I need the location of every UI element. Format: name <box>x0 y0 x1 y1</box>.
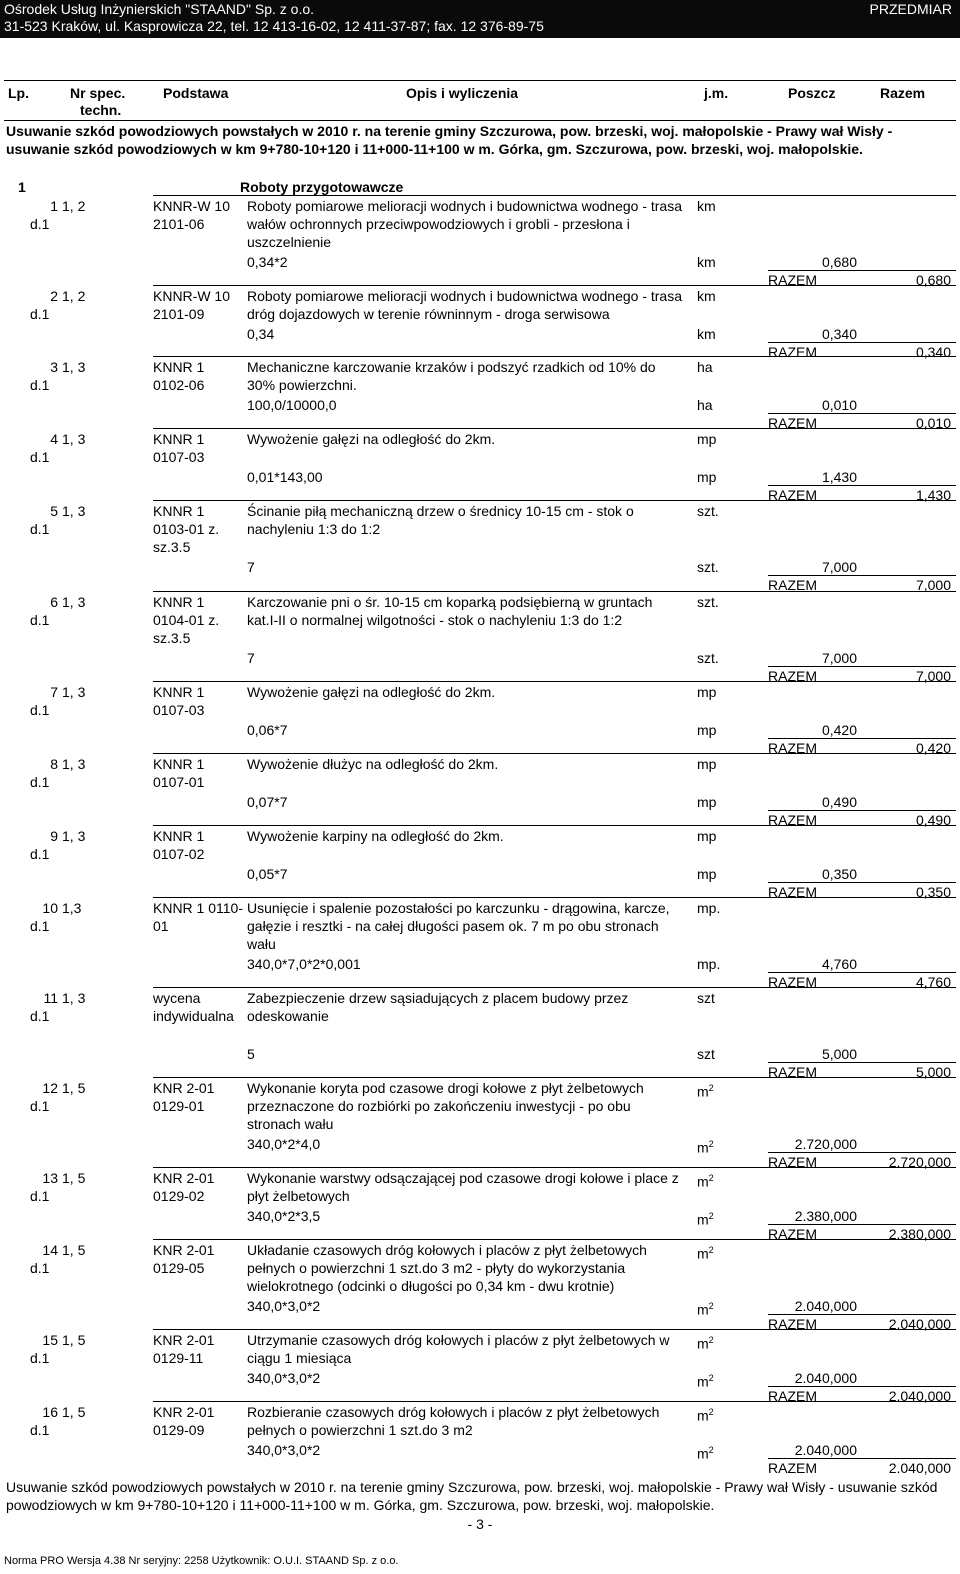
position-base: KNNR 1 0107-01 <box>153 756 205 790</box>
position-poszcz-value: 5,000 <box>821 1046 857 1062</box>
position-spec: 1, 3 <box>62 684 86 700</box>
position-base: KNNR-W 10 2101-06 <box>153 198 231 232</box>
position-razem-value: 2.040,000 <box>888 1460 951 1476</box>
position-poszcz-value: 2.720,000 <box>794 1136 857 1152</box>
position-razem-value: 0,490 <box>915 812 951 828</box>
position-divider <box>153 1239 956 1240</box>
position-razem-label: RAZEM <box>768 974 817 990</box>
position-d-label: d.1 <box>30 1098 50 1114</box>
position-base: KNNR 1 0102-06 <box>153 359 205 393</box>
position-unit: $m^2$ <box>697 1335 714 1352</box>
position-razem-label: RAZEM <box>768 668 817 684</box>
position-poszcz-value: 0,010 <box>821 397 857 413</box>
position-calc-unit: $m^2$ <box>697 1445 714 1462</box>
position-number: 13 <box>42 1170 58 1186</box>
position-poszcz-value: 7,000 <box>821 559 857 575</box>
position-divider <box>153 897 956 898</box>
position-razem-value: 2.040,000 <box>888 1316 951 1332</box>
position-base: KNNR 1 0103-01 z. sz.3.5 <box>153 503 220 555</box>
position-razem-label: RAZEM <box>768 577 817 593</box>
col-poszcz: Poszcz <box>788 85 836 101</box>
position-poszcz-value: 0,680 <box>821 254 857 270</box>
position-number: 16 <box>42 1404 58 1420</box>
position-base: KNNR 1 0107-02 <box>153 828 205 862</box>
position-base: KNR 2-01 0129-01 <box>153 1080 215 1114</box>
position-razem-label: RAZEM <box>768 344 817 360</box>
position-description: Wywożenie karpiny na odległość do 2km. <box>247 828 504 844</box>
position-razem-label: RAZEM <box>768 487 817 503</box>
position-description: Zabezpieczenie drzew sąsiadujących z placem budowy przez odeskowanie <box>247 990 629 1024</box>
company-name: Ośrodek Usług Inżynierskich "STAAND" Sp. z o.o. <box>4 1 315 17</box>
position-calculation: 0,01*143,00 <box>247 469 323 485</box>
position-poszcz-value: 7,000 <box>821 650 857 666</box>
position-number: 10 <box>42 900 58 916</box>
position-number: 9 <box>50 828 58 844</box>
position-base: KNR 2-01 0129-02 <box>153 1170 215 1204</box>
position-razem-label: RAZEM <box>768 272 817 288</box>
position-divider <box>153 591 956 592</box>
position-divider <box>153 500 956 501</box>
position-description: Mechaniczne karczowanie krzaków i podszyć rzadkich od 10% do 30% powierzchni. <box>247 359 656 393</box>
position-d-label: d.1 <box>30 377 50 393</box>
position-calculation: 5 <box>247 1046 255 1062</box>
position-spec: 1, 2 <box>62 288 86 304</box>
position-divider <box>153 356 956 357</box>
position-poszcz-value: 2.040,000 <box>794 1370 857 1386</box>
position-unit: mp <box>697 684 717 700</box>
position-number: 12 <box>42 1080 58 1096</box>
position-unit: km <box>697 288 716 304</box>
unit-superscript: 2 <box>708 1083 714 1093</box>
position-divider <box>153 1167 956 1168</box>
position-description: Ścinanie piłą mechaniczną drzew o średnicy 10-15 cm - stok o nachyleniu 1:3 do 1:2 <box>247 503 634 537</box>
position-calc-unit: $m^2$ <box>697 1211 714 1228</box>
position-spec: 1, 3 <box>62 828 86 844</box>
position-calc-unit: ha <box>697 397 713 413</box>
position-divider <box>153 681 956 682</box>
position-calc-unit: szt <box>697 1046 715 1062</box>
position-calculation: 100,0/10000,0 <box>247 397 337 413</box>
position-description: Wykonanie warstwy odsączającej pod czasowe drogi kołowe i place z płyt żelbetowych <box>247 1170 679 1204</box>
position-calc-unit: mp <box>697 469 717 485</box>
position-razem-label: RAZEM <box>768 1460 817 1476</box>
position-d-label: d.1 <box>30 1260 50 1276</box>
position-description: Usunięcie i spalenie pozostałości po karczunku - drągowina, karcze, gałęzie i resztki - na całej długości pasem ok. 7 m po obu stronach wału <box>247 900 670 952</box>
position-razem-value: 4,760 <box>915 974 951 990</box>
page-header <box>0 0 960 38</box>
position-razem-value: 5,000 <box>915 1064 951 1080</box>
position-calculation: 340,0*3,0*2 <box>247 1298 321 1314</box>
position-razem-label: RAZEM <box>768 1388 817 1404</box>
position-spec: 1, 3 <box>62 503 86 519</box>
position-unit: km <box>697 198 716 214</box>
position-number: 5 <box>50 503 58 519</box>
position-unit: ha <box>697 359 713 375</box>
col-podstawa: Podstawa <box>163 85 229 101</box>
position-unit: $m^2$ <box>697 1245 714 1262</box>
position-description: Karczowanie pni o śr. 10-15 cm koparką podsiębierną w gruntach kat.I-II o normalnej wilgotności - stok o nachyleniu 1:3 do 1:2 <box>247 594 653 628</box>
position-razem-value: 0,350 <box>915 884 951 900</box>
position-poszcz-value: 2.040,000 <box>794 1442 857 1458</box>
position-number: 6 <box>50 594 58 610</box>
position-spec: 1,3 <box>62 900 82 916</box>
position-d-label: d.1 <box>30 1422 50 1438</box>
unit-superscript: 2 <box>708 1407 714 1417</box>
position-razem-value: 0,340 <box>915 344 951 360</box>
position-description: Roboty pomiarowe melioracji wodnych i budownictwa wodnego - trasa wałów ochronnych przeciwpowodziowych i grobli - przesłona i uszczelnienie <box>247 198 682 250</box>
position-razem-label: RAZEM <box>768 884 817 900</box>
calc-unit-superscript: 2 <box>708 1445 714 1455</box>
position-d-label: d.1 <box>30 306 50 322</box>
page-number: - 3 - <box>467 1516 493 1532</box>
position-description: Rozbieranie czasowych dróg kołowych i placów z płyt żelbetowych pełnych o powierzchni 1 szt.do 3 m2 <box>247 1404 660 1438</box>
col-nr-spec: Nr spec. <box>70 85 126 101</box>
rule-top <box>4 80 956 81</box>
position-base: KNNR 1 0107-03 <box>153 431 205 465</box>
col-opis: Opis i wyliczenia <box>406 85 519 101</box>
position-poszcz-value: 4,760 <box>821 956 857 972</box>
calc-unit-superscript: 2 <box>708 1211 714 1221</box>
position-divider <box>153 1401 956 1402</box>
position-unit: szt. <box>697 503 719 519</box>
position-number: 7 <box>50 684 58 700</box>
position-razem-label: RAZEM <box>768 1064 817 1080</box>
position-description: Wywożenie gałęzi na odległość do 2km. <box>247 431 496 447</box>
calc-unit-superscript: 2 <box>708 1139 714 1149</box>
position-razem-label: RAZEM <box>768 1154 817 1170</box>
position-spec: 1, 3 <box>62 431 86 447</box>
col-jm: j.m. <box>704 85 729 101</box>
position-base: KNR 2-01 0129-09 <box>153 1404 215 1438</box>
position-spec: 1, 3 <box>62 990 86 1006</box>
position-base: KNR 2-01 0129-11 <box>153 1332 215 1366</box>
position-number: 3 <box>50 359 58 375</box>
position-divider <box>153 987 956 988</box>
position-razem-value: 1,430 <box>915 487 951 503</box>
company-address: 31-523 Kraków, ul. Kasprowicza 22, tel. 12 413-16-02, 12 411-37-87; fax. 12 376-89-75 <box>4 18 544 34</box>
position-poszcz-value: 1,430 <box>821 469 857 485</box>
position-calculation: 0,05*7 <box>247 866 288 882</box>
position-razem-label: RAZEM <box>768 1316 817 1332</box>
position-spec: 1, 5 <box>62 1404 86 1420</box>
position-unit: szt. <box>697 594 719 610</box>
position-description: Utrzymanie czasowych dróg kołowych i placów z płyt żelbetowych w ciągu 1 miesiąca <box>247 1332 670 1366</box>
position-calc-unit: $m^2$ <box>697 1301 714 1318</box>
position-calc-unit: szt. <box>697 650 719 666</box>
position-razem-value: 2.380,000 <box>888 1226 951 1242</box>
position-divider <box>153 753 956 754</box>
position-unit: $m^2$ <box>697 1407 714 1424</box>
position-number: 2 <box>50 288 58 304</box>
position-number: 14 <box>42 1242 58 1258</box>
col-lp: Lp. <box>8 85 29 101</box>
position-d-label: d.1 <box>30 612 50 628</box>
footer-text: Usuwanie szkód powodziowych powstałych w 2010 r. na terenie gminy Szczurowa, pow. brzeski, woj. małopolskie - Prawy wał Wisły - usuwanie szkód powodziowych w km 9+780-10+120 i 11+000-11+100 w m. Górka, gm. Szczurowa, pow. brzeski, woj. małopolskie. <box>6 1479 938 1513</box>
position-razem-value: 0,420 <box>915 740 951 756</box>
position-poszcz-value: 0,420 <box>821 722 857 738</box>
position-spec: 1, 3 <box>62 756 86 772</box>
position-calculation: 340,0*3,0*2 <box>247 1442 321 1458</box>
position-unit: szt <box>697 990 715 1006</box>
position-calc-unit: mp <box>697 794 717 810</box>
position-base: KNNR 1 0107-03 <box>153 684 205 718</box>
position-description: Wywożenie dłużyc na odległość do 2km. <box>247 756 499 772</box>
position-razem-value: 7,000 <box>915 577 951 593</box>
position-d-label: d.1 <box>30 1188 50 1204</box>
position-razem-label: RAZEM <box>768 812 817 828</box>
position-description: Roboty pomiarowe melioracji wodnych i budownictwa wodnego - trasa dróg dojazdowych w terenie równinnym - droga serwisowa <box>247 288 682 322</box>
position-spec: 1, 5 <box>62 1332 86 1348</box>
position-number: 8 <box>50 756 58 772</box>
position-calc-unit: km <box>697 326 716 342</box>
position-d-label: d.1 <box>30 1350 50 1366</box>
position-base: KNNR-W 10 2101-09 <box>153 288 231 322</box>
position-unit: mp <box>697 828 717 844</box>
position-description: Wykonanie koryta pod czasowe drogi kołowe z płyt żelbetowych przeznaczone do rozbiórki po zakończeniu inwestycji - po obu stronach wału <box>247 1080 644 1132</box>
position-divider <box>153 195 956 196</box>
position-calculation: 340,0*2*4,0 <box>247 1136 321 1152</box>
position-number: 15 <box>42 1332 58 1348</box>
position-calc-unit: km <box>697 254 716 270</box>
position-base: wycena indywidualna <box>153 990 234 1024</box>
position-poszcz-value: 2.040,000 <box>794 1298 857 1314</box>
position-calculation: 340,0*3,0*2 <box>247 1370 321 1386</box>
position-unit: mp <box>697 431 717 447</box>
position-d-label: d.1 <box>30 846 50 862</box>
calc-unit-superscript: 2 <box>708 1373 714 1383</box>
position-calc-unit: mp. <box>697 956 721 972</box>
document-type: PRZEDMIAR <box>869 1 952 17</box>
position-divider <box>153 825 956 826</box>
calc-unit-superscript: 2 <box>708 1301 714 1311</box>
position-razem-label: RAZEM <box>768 415 817 431</box>
position-description: Układanie czasowych dróg kołowych i placów z płyt żelbetowych pełnych o powierzchni 1 szt.do 3 m2 - płyty do wykorzystania wielokrotnego (odcinki o długości po 0,34 km - dwu krotnie) <box>247 1242 647 1294</box>
position-number: 4 <box>50 431 58 447</box>
rule-header-bottom <box>4 120 956 121</box>
position-divider <box>153 1077 956 1078</box>
position-calc-unit: mp <box>697 866 717 882</box>
position-divider <box>153 285 956 286</box>
position-unit: mp. <box>697 900 721 916</box>
unit-superscript: 2 <box>708 1335 714 1345</box>
position-calculation: 0,34*2 <box>247 254 288 270</box>
position-calculation: 7 <box>247 650 255 666</box>
position-spec: 1, 3 <box>62 594 86 610</box>
unit-superscript: 2 <box>708 1245 714 1255</box>
position-d-label: d.1 <box>30 918 50 934</box>
position-razem-value: 2.720,000 <box>888 1154 951 1170</box>
position-poszcz-value: 0,340 <box>821 326 857 342</box>
position-d-label: d.1 <box>30 216 50 232</box>
position-d-label: d.1 <box>30 774 50 790</box>
position-spec: 1, 5 <box>62 1080 86 1096</box>
col-razem: Razem <box>880 85 926 101</box>
section-title: Roboty przygotowawcze <box>240 179 404 195</box>
position-calc-unit: mp <box>697 722 717 738</box>
col-techn: techn. <box>80 102 122 118</box>
position-description: Wywożenie gałęzi na odległość do 2km. <box>247 684 496 700</box>
position-razem-label: RAZEM <box>768 740 817 756</box>
unit-superscript: 2 <box>708 1173 714 1183</box>
position-poszcz-value: 2.380,000 <box>794 1208 857 1224</box>
position-spec: 1, 5 <box>62 1170 86 1186</box>
position-razem-value: 0,010 <box>915 415 951 431</box>
position-razem-value: 2.040,000 <box>888 1388 951 1404</box>
position-unit: mp <box>697 756 717 772</box>
position-calc-unit: $m^2$ <box>697 1139 714 1156</box>
position-razem-value: 0,680 <box>915 272 951 288</box>
position-divider <box>153 428 956 429</box>
position-calculation: 340,0*2*3,5 <box>247 1208 321 1224</box>
position-d-label: d.1 <box>30 449 50 465</box>
position-base: KNR 2-01 0129-05 <box>153 1242 215 1276</box>
position-razem-label: RAZEM <box>768 1226 817 1242</box>
position-razem-value: 7,000 <box>915 668 951 684</box>
position-calculation: 7 <box>247 559 255 575</box>
position-unit: $m^2$ <box>697 1083 714 1100</box>
position-calculation: 0,06*7 <box>247 722 288 738</box>
position-poszcz-value: 0,490 <box>821 794 857 810</box>
position-d-label: d.1 <box>30 702 50 718</box>
position-base: KNNR 1 0104-01 z. sz.3.5 <box>153 594 220 646</box>
position-spec: 1, 5 <box>62 1242 86 1258</box>
position-unit: $m^2$ <box>697 1173 714 1190</box>
position-divider <box>153 1329 956 1330</box>
position-base: KNNR 1 0110-01 <box>153 900 244 934</box>
position-d-label: d.1 <box>30 521 50 537</box>
position-number: 11 <box>43 990 58 1006</box>
position-spec: 1, 3 <box>62 359 86 375</box>
position-calc-unit: $m^2$ <box>697 1373 714 1390</box>
estimate-title: Usuwanie szkód powodziowych powstałych w 2010 r. na terenie gminy Szczurowa, pow. brzeski, woj. małopolskie - Prawy wał Wisły - usuwanie szkód powodziowych w km 9+780-10+120 i 11+000-11+100 w m. Górka, gm. Szczurowa, pow. brzeski, woj. małopolskie. <box>6 123 893 157</box>
section-number: 1 <box>18 179 26 195</box>
software-note: Norma PRO Wersja 4.38 Nr seryjny: 2258 Użytkownik: O.U.I. STAAND Sp. z o.o. <box>4 1555 399 1567</box>
position-poszcz-value: 0,350 <box>821 866 857 882</box>
position-calculation: 0,07*7 <box>247 794 288 810</box>
position-spec: 1, 2 <box>62 198 86 214</box>
position-calc-unit: szt. <box>697 559 719 575</box>
position-number: 1 <box>50 198 58 214</box>
position-calculation: 340,0*7,0*2*0,001 <box>247 956 361 972</box>
position-calculation: 0,34 <box>247 326 275 342</box>
position-d-label: d.1 <box>30 1008 50 1024</box>
